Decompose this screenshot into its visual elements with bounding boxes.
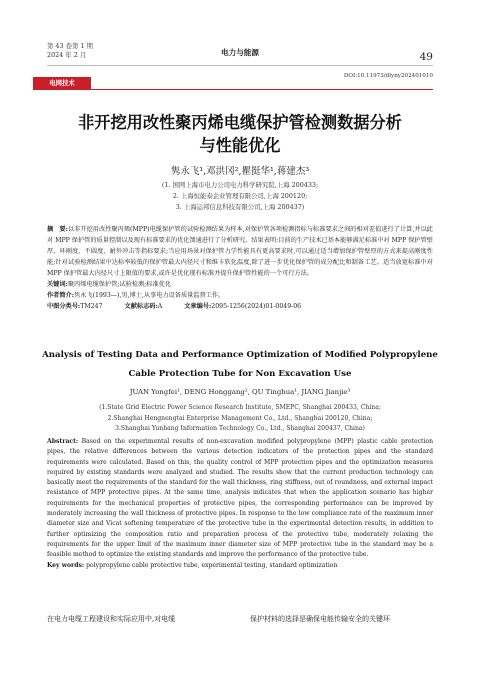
abstract-cn-label: 摘 要: [47, 226, 68, 233]
page-number: 49 [419, 51, 433, 63]
keywords-cn-label: 关键词: [47, 281, 68, 288]
classification-line [47, 301, 433, 312]
abstract-cn-text: 以非开挖用改性聚丙烯(MPP)电缆保护管的试验检测结果为样本,对保护管各项检测指标与标准要求之间的相对差值进行了计算,并以此对 MPP 保护管的质量控制以及现有标准要求的优化馈通进行了分析研究。结果表明:目前的生产技术已基本能够满足标准中对 MPP 保护管壁厚、环刚度、不圆度、耐外冲击等指标要求;当应用场景对保护管力学性能具有更高要求时,可以通过适当增加保护管壁厚的方式来提高刚度性能;针对试验检测结果中达标率较低的保护管最大内径尺寸和维卡软化温度,除了进一步优化保护管的成分配比和制备工艺。适当放宽标准中对 MPP 保护管最大内径尺寸上限值的要求,或许是优化现有标准并提升保护管性能的一个可行方法。 [47, 226, 433, 277]
abstract-en-text: Based on the experimental results of non-excavation modified polypropylene (MPP) plastic cable protection pipes, the relative differences between the various detection indicators of the protection pipes and the standard requirements were calculated. Based on this, the quality control of MPP protection pipes and the optimization measures required by existing standards were analyzed and studied. The results show that the current production technology can basically meet the requirements of the standard for the wall thickness, ring stiffness, out of roundness, and external impact resistance of MPP protective pipes. At the same time, analysis indicates that when the application scenario has higher requirements for the mechanical properties of protective pipes, the corresponding performance can be improved by moderately increasing the wall thickness of protective pipes. In response to the low compliance rate of the maximum inner diameter size and Vicat softening temperature of the protective tube in the experimental detection results, in addition to further optimizing the composition ratio and preparation process of the protective tube, moderately relaxing the requirements for the upper limit of the maximum inner diameter size of MPP protective tube in the standard may be a feasible method to optimize the existing standards and improve the performance of the protective tube. [47, 438, 434, 559]
affiliation-en-1: (1.State Grid Electric Power Science Research Institute, SMEPC, Shanghai 200433, China; [99, 404, 381, 411]
chinese-affiliations [0, 180, 480, 213]
english-title-line-2: Cable Protection Tube for Non Excavation Use [128, 369, 352, 379]
bio-label: 作者简介: [47, 292, 75, 299]
keywords-cn: 聚丙烯电缆保护管;试验检测;标准优化 [67, 281, 172, 288]
doi-label: DOI:10.11973/dlyny202401010 [343, 73, 433, 79]
affiliation-en-3: 3.Shanghai Yunbang Information Technology Co., Ltd., Shanghai 200437, China) [115, 425, 365, 432]
article-no-value: 2095-1256(2024)01-0049-06 [211, 303, 302, 310]
volume-label: 第 43 卷第 1 期 [47, 42, 93, 50]
section-tab: 电网技术 [33, 77, 91, 90]
date-label: 2024 年 2 月 [47, 51, 87, 59]
doc-code-value: A [157, 303, 163, 310]
doc-code-label: 文献标志码: [124, 303, 158, 310]
author-bio [47, 290, 433, 301]
affiliation-cn-2: 2. 上海恒能泰企业管理有限公司,上海 200120; [172, 192, 308, 200]
chinese-title [0, 111, 480, 157]
abstract-en-label: Abstract: [47, 438, 79, 445]
section-divider [91, 89, 433, 90]
chinese-keywords [47, 279, 433, 290]
body-text-right: 保护材料的选择是确保电能传输安全的关键环 [250, 615, 390, 623]
bio-text: 隽永飞(1993—),男,博士,从事电力设备质量监督工作。 [74, 292, 225, 299]
clc-value: TM247 [80, 303, 103, 310]
chinese-abstract [47, 224, 433, 312]
english-abstract [47, 437, 433, 571]
chinese-title-line-2: 与性能优化 [199, 136, 281, 155]
affiliation-en-2: 2.Shanghai Hengnengtai Enterprise Management Co., Ltd., Shanghai 200120, China; [107, 414, 373, 422]
header-divider [47, 65, 433, 66]
english-affiliations [0, 403, 480, 435]
journal-name: 电力与能源 [221, 48, 259, 57]
article-no-label: 文章编号: [184, 303, 212, 310]
keywords-en: polypropylene cable protective tube, experimental testing, standard optimization [86, 561, 338, 569]
english-title [0, 346, 480, 384]
english-keywords [47, 561, 433, 571]
english-title-line-1: Analysis of Testing Data and Performance Optimization of Modified Polypropylene [42, 350, 438, 360]
keywords-en-label: Key words: [47, 561, 85, 569]
chinese-abstract-body [47, 224, 433, 279]
english-authors: JUAN Yongfei¹, DENG Honggang², QU Tinghua¹, JIANG Jianjie³ [129, 388, 351, 396]
affiliation-cn-3: 3. 上海运邦信息科技有限公司,上海 200437) [175, 203, 305, 211]
chinese-authors: 隽永飞¹,邓洪冈²,瞿挺华¹,蒋建杰³ [170, 166, 310, 177]
affiliation-cn-1: (1. 国网上海市电力公司电力科学研究院,上海 200433; [161, 181, 319, 189]
english-abstract-body [47, 437, 433, 561]
chinese-title-line-1: 非开挖用改性聚丙烯电缆保护管检测数据分析 [78, 113, 402, 132]
clc-label: 中图分类号: [47, 303, 81, 310]
body-text-left: 在电力电缆工程建设和实际应用中,对电缆 [47, 615, 176, 623]
